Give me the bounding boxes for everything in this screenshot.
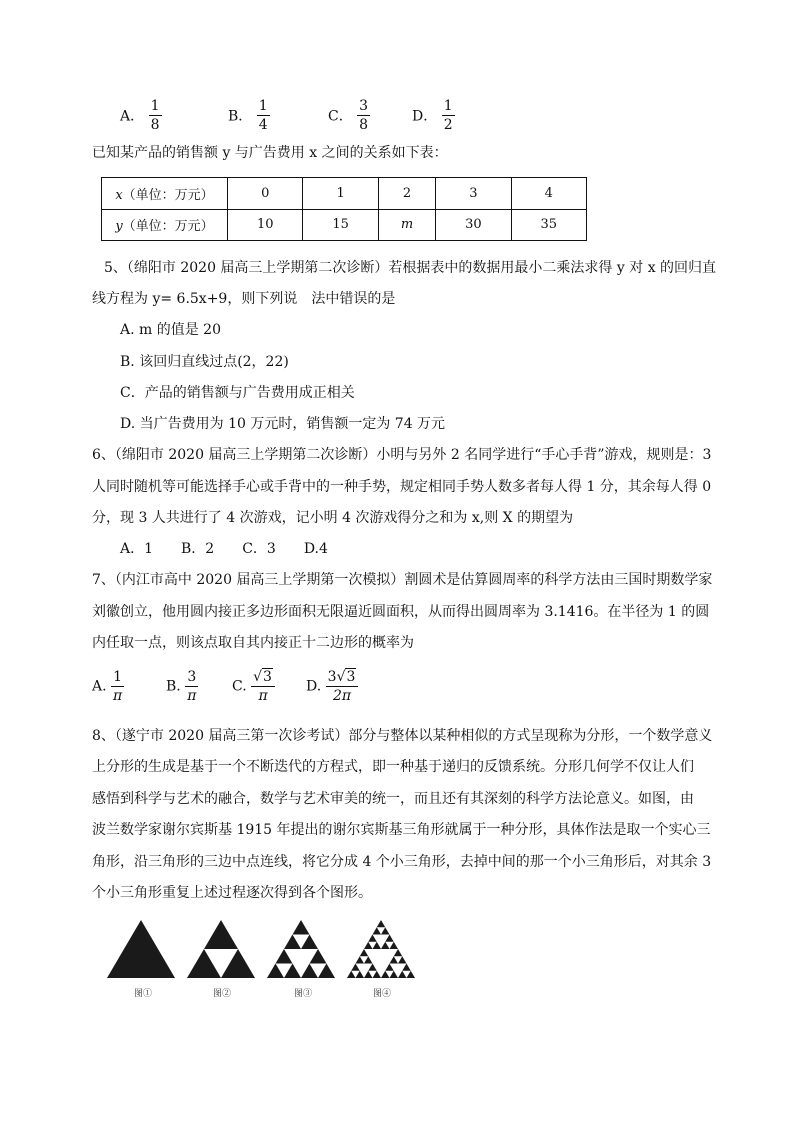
sierpinski-triangle [381, 927, 390, 934]
sierpinski-triangle [187, 949, 221, 978]
sierpinski-figure-2 [187, 920, 255, 978]
table-cell: 3 [436, 178, 511, 210]
sierpinski-triangle [390, 971, 399, 978]
q7-option-a: A. $\frac{1}{\pi}$ [92, 669, 123, 704]
q5-option-b: B. 该回归直线过点(2，22) [120, 354, 289, 370]
table-intro: 已知某产品的销售额 y 与广告费用 x 之间的关系如下表： [92, 145, 448, 161]
q6-stem-line2: 人同时随机等可能选择手心或手背中的一种手势，规定相同手势人数多者每人得 1 分，其余每人得 0 [92, 479, 712, 495]
sierpinski-triangle [204, 920, 238, 949]
sierpinski-triangle [318, 964, 335, 979]
table-row-label-y: y（单位：万元） [102, 209, 228, 241]
sierpinski-triangle [398, 971, 407, 978]
table-row [102, 178, 587, 210]
q4-option-b: B． $\frac{1}{4}$ [228, 98, 268, 133]
q5-option-a: A. m 的值是 20 [120, 322, 222, 338]
table-cell: 35 [511, 209, 586, 241]
sierpinski-triangle [356, 956, 365, 963]
q8-stem-line6: 个小三角形重复上述过程逐次得到各个图形。 [92, 885, 372, 901]
sierpinski-triangle [390, 956, 399, 963]
sierpinski-triangle [402, 964, 411, 971]
sierpinski-triangle [284, 935, 301, 950]
q7-option-c: C. √ 3 π [232, 668, 275, 705]
sierpinski-triangle [390, 942, 399, 949]
sierpinski-figure-4 [347, 920, 415, 978]
sierpinski-triangle [351, 964, 360, 971]
q7-stem-line3: 内任取一点，则该点取自其内接正十二边形的概率为 [92, 635, 414, 651]
figure-1-label: 图① [134, 989, 153, 999]
q8-stem-line5: 角形，沿三角形的三边中点连线，将它分成 4 个小三角形，去掉中间的那一个小三角形后，对其余 3 [92, 854, 712, 870]
sierpinski-triangle [381, 942, 390, 949]
sierpinski-triangle [368, 964, 377, 971]
sierpinski-triangle [394, 949, 403, 956]
table-row [102, 209, 587, 241]
q5-stem-line1: 5、（绵阳市 2020 届高三上学期第二次诊断）若根据表中的数据用最小二乘法求得 y 对 x 的回归直 [104, 260, 717, 276]
q7-option-d: D. 3 √ 3 2π [306, 668, 358, 705]
sierpinski-triangle [301, 964, 318, 979]
figure-3-label: 图③ [294, 989, 313, 999]
figure-4-label: 图④ [373, 989, 392, 999]
q5-option-d: D. 当广告费用为 10 万元时，销售额一定为 74 万元 [120, 416, 446, 432]
table-cell: 30 [436, 209, 511, 241]
q4-option-c: C． $\frac{3}{8}$ [328, 98, 369, 133]
sierpinski-triangle [364, 956, 373, 963]
q8-stem-line1: 8、（遂宁市 2020 届高三第一次诊考试）部分与整体以某种相似的方式呈现称为分形，一个数学意义 [92, 728, 713, 744]
sierpinski-triangle [381, 971, 390, 978]
sierpinski-triangle [301, 935, 318, 950]
sierpinski-triangle [221, 949, 255, 978]
table-row-label-x: x（单位：万元） [102, 178, 228, 210]
table-cell: m [378, 209, 435, 241]
q7-option-b: B. $\frac{3}{\pi}$ [166, 669, 197, 704]
sierpinski-triangle [373, 942, 382, 949]
sierpinski-triangle [310, 949, 327, 964]
table-cell: 4 [511, 178, 586, 210]
sierpinski-triangle [356, 971, 365, 978]
q4-option-a: A． $\frac{1}{8}$ [120, 98, 160, 133]
q7-stem-line2: 刘徽创立，他用圆内接正多边形面积无限逼近圆面积，从而得出圆周率为 3.1416。在半径为 1 的圆 [92, 604, 710, 620]
sierpinski-triangle [373, 971, 382, 978]
table-cell: 2 [378, 178, 435, 210]
table-cell: 0 [228, 178, 303, 210]
sierpinski-triangle [377, 920, 386, 927]
q8-stem-line4: 波兰数学家谢尔宾斯基 1915 年提出的谢尔宾斯基三角形就属于一种分形，具体作法是取一个实心三 [92, 822, 711, 838]
figure-2-label: 图② [213, 989, 232, 999]
sierpinski-figure-1 [107, 920, 175, 978]
sierpinski-triangle [347, 971, 356, 978]
sierpinski-triangle [385, 935, 394, 942]
sierpinski-triangle [276, 949, 293, 964]
q6-stem-line3: 分，现 3 人共进行了 4 次游戏，记小明 4 次游戏得分之和为 x,则 X 的期望为 [92, 510, 574, 526]
sierpinski-figure-3 [267, 920, 335, 978]
q7-stem-line1: 7、（内江市高中 2020 届高三上学期第一次模拟）割圆术是估算圆周率的科学方法由三国时期数学家 [92, 572, 713, 588]
sierpinski-triangle [373, 927, 382, 934]
sierpinski-triangle [407, 971, 416, 978]
q6-stem-line1: 6、（绵阳市 2020 届高三上学期第二次诊断）小明与另外 2 名同学进行“手心手背”游戏，规则是：3 [92, 447, 712, 463]
q5-stem-line2: 线方程为 y= 6.5x+9，则下列说 法中错误的是 [92, 291, 396, 307]
sierpinski-triangle [364, 971, 373, 978]
sierpinski-triangle [364, 942, 373, 949]
sierpinski-triangle [267, 964, 284, 979]
q6-options: A．1 B．2 C．3 D.4 [120, 541, 328, 557]
table-cell: 1 [303, 178, 378, 210]
q4-option-d: D． $\frac{1}{2}$ [412, 98, 453, 133]
data-table [101, 177, 587, 241]
q5-option-c: C．产品的销售额与广告费用成正相关 [120, 385, 355, 401]
sierpinski-triangle [284, 964, 301, 979]
table-cell: 10 [228, 209, 303, 241]
q8-stem-line3: 感悟到科学与艺术的融合，数学与艺术审美的统一，而且还有其深刻的科学方法论意义。如图，由 [92, 791, 694, 807]
sierpinski-triangle [368, 935, 377, 942]
sierpinski-figures [100, 915, 440, 985]
sierpinski-triangle [293, 920, 310, 935]
sierpinski-triangle [398, 956, 407, 963]
sierpinski-triangle [107, 920, 175, 978]
sierpinski-triangle [385, 964, 394, 971]
q8-stem-line2: 上分形的生成是基于一个不断迭代的方程式，即一种基于递归的反馈系统。分形几何学不仅让人们 [92, 759, 694, 775]
table-cell: 15 [303, 209, 378, 241]
sierpinski-triangle [360, 949, 369, 956]
